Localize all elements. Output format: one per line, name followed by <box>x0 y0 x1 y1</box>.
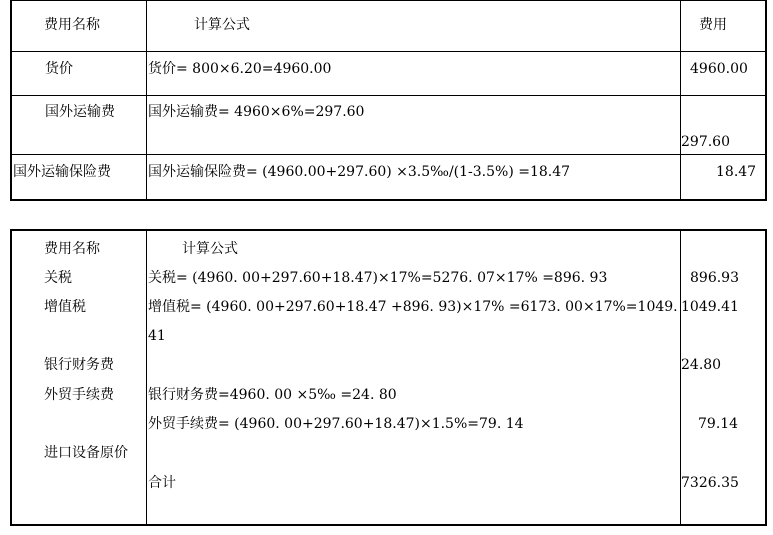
row-divider <box>12 95 765 96</box>
row-divider <box>12 51 765 52</box>
row-name: 货价 <box>45 61 73 77</box>
row-name: 关税 <box>44 270 72 286</box>
row-cost: 24.80 <box>681 357 722 373</box>
row-formula: 银行财务费=4960. 00 ×5‰ =24. 80 <box>148 387 397 403</box>
column-divider <box>680 1 681 199</box>
row-divider <box>12 154 765 155</box>
row-cost: 896.93 <box>690 270 739 286</box>
row-name: 银行财务费 <box>44 357 114 373</box>
row-formula: 国外运输保险费= (4960.00+297.60) ×3.5‰/(1-3.5%) =18.47 <box>148 164 571 180</box>
row-name: 增值税 <box>44 299 86 315</box>
column-divider <box>146 1 147 199</box>
row-cost: 79.14 <box>698 416 739 432</box>
row-cost: 1049.41 <box>681 299 739 315</box>
row-cost: 4960.00 <box>690 61 748 77</box>
cost-table-1 <box>10 0 767 201</box>
row-cost: 297.60 <box>681 134 730 150</box>
row-name: 外贸手续费 <box>44 387 114 403</box>
row-formula: 货价= 800×6.20=4960.00 <box>148 61 332 77</box>
header-formula: 计算公式 <box>194 17 250 33</box>
row-formula: 增值税= (4960. 00+297.60+18.47 +896. 93)×17% =6173. 00×17%=1049. <box>148 299 678 315</box>
column-divider <box>146 231 147 524</box>
row-formula: 41 <box>148 328 166 344</box>
row-formula: 国外运输费= 4960×6%=297.60 <box>148 104 365 120</box>
header-name: 费用名称 <box>44 241 100 257</box>
row-name: 国外运输保险费 <box>13 164 111 180</box>
row-cost: 18.47 <box>716 164 757 180</box>
row-name: 国外运输费 <box>45 104 115 120</box>
total-cost: 7326.35 <box>681 475 739 491</box>
row-formula: 外贸手续费= (4960. 00+297.60+18.47)×1.5%=79. 14 <box>148 416 524 432</box>
header-cost: 费用 <box>699 17 727 33</box>
row-name: 进口设备原价 <box>44 445 128 461</box>
row-formula: 关税= (4960. 00+297.60+18.47)×17%=5276. 07×17% =896. 93 <box>148 270 608 286</box>
header-name: 费用名称 <box>44 17 100 33</box>
total-label: 合计 <box>148 475 176 491</box>
header-formula: 计算公式 <box>182 241 238 257</box>
cost-table-2 <box>10 229 767 526</box>
